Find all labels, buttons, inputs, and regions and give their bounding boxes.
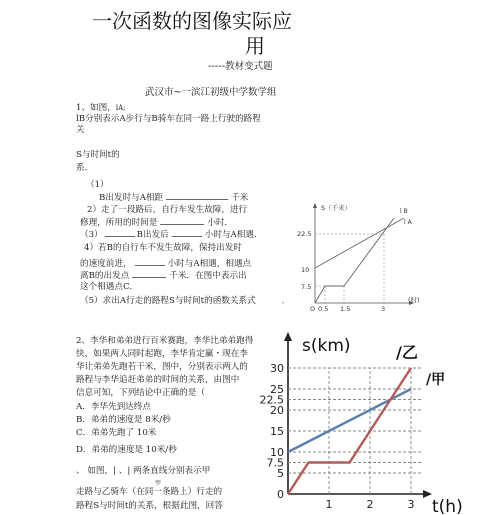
q1-sub1 (99, 191, 248, 204)
q2-option-c: C．弟弟先跑了 10米 (76, 428, 157, 438)
q2-option-b: B．弟弟的速度是 8米/秒 (76, 415, 171, 425)
graph1-ytick-7.5: 7.5 (301, 283, 312, 291)
answer-blank[interactable] (172, 228, 202, 237)
q1-sub4-line4: 这个相遇点C． (80, 282, 139, 292)
graph2-ytick-20: 20 (270, 404, 284, 417)
q1-sub4-mid: 小时与A相遇，相遇点 (167, 259, 252, 269)
answer-blank[interactable] (160, 216, 204, 225)
q3-mark: 甲 (155, 480, 162, 487)
q1-sub2-pre: 修理，所用的时间是 (80, 218, 158, 228)
graph2-xtick-3: 3 (407, 498, 415, 511)
graph2-xtick-1: 1 (325, 498, 333, 511)
title-line2: 用 (245, 34, 265, 58)
q1-line1 (76, 103, 126, 114)
q1-line2: lB分别表示A步行与B骑车在同一路上行驶的路程 (76, 114, 261, 124)
graph2 (258, 328, 500, 515)
graph2-ytick-22.5: 22.5 (259, 393, 284, 407)
q1-sub1-pre: B出发时与A相距 (99, 193, 164, 203)
graph2-ytick-10: 10 (270, 446, 284, 459)
graph2-x-arrow (423, 490, 432, 498)
q1-sub1-post: 千米 (231, 193, 249, 203)
graph2-xlabel: t(h) (432, 497, 463, 515)
graph2-ytick-25: 25 (270, 383, 284, 396)
q1-line4: S与时间t的 (76, 150, 120, 160)
school-name: 武汉市~一滨江初级中学数学组 (145, 87, 277, 98)
graph1-xlabel: (时) (408, 296, 420, 304)
graph1-line-a (315, 218, 404, 268)
q3-line2: 走路与乙骑车（在同一条路上）行走的 (76, 487, 223, 497)
q1-sub4-post2: 千米．在图中表示出 (169, 271, 247, 281)
graph2-ytick-7.5: 7.5 (266, 456, 284, 470)
q1-sub3 (80, 228, 263, 241)
graph1-label-b: l B (400, 208, 408, 215)
graph2-xtick-2: 2 (366, 498, 374, 511)
q1-line5: 系． (76, 163, 94, 173)
graph1-xtick-1.5: 1.5 (340, 305, 351, 312)
q2-option-d: D．弟弟的速度是 10米/秒 (76, 445, 177, 455)
graph2-ylabel: s(km) (302, 336, 351, 356)
q2-option-a: A．李华先到达终点 (76, 402, 151, 412)
q1-sub2-line1: 2）走了一段路后，自行车发生故障，进行 (87, 205, 248, 215)
graph1-xtick-0.5: 0.5 (318, 305, 329, 312)
graph1-origin: O (310, 305, 316, 312)
q1-sub4-line1: 4）若B的自行车不发生故障，保持出发时 (84, 243, 242, 253)
answer-blank[interactable] (105, 228, 135, 237)
graph2-yi-label: /乙 (396, 343, 418, 362)
graph1 (296, 200, 430, 312)
q1-sub4-pre2: 离B的出发点 (80, 271, 130, 281)
subtitle: -----教材变式题 (208, 61, 273, 72)
graph1-ytick-10: 10 (301, 266, 310, 274)
title-line1: 一次函数的图像实际应 (92, 9, 292, 33)
graph2-ytick-15: 15 (270, 425, 284, 438)
q2-line3: 华让弟弟先跑若干米，图中，分别表示两人的 (76, 362, 248, 372)
graph1-ylabel: S（千米） (321, 204, 352, 212)
q1-sub3-post: 小时与A相遇． (204, 230, 263, 240)
graph2-ytick-30: 30 (270, 362, 284, 375)
q3-line1: 、 如图，| 、| 两条直线分别表示甲 (76, 466, 211, 476)
graph1-label-a: l A (404, 219, 412, 226)
graph2-ytick-5: 5 (277, 467, 284, 480)
q2-line2: 快，如果两人同时起跑，李华肯定赢・现在李 (76, 349, 248, 359)
q1-sub4-line3 (80, 269, 247, 282)
graph1-y-arrow (313, 203, 317, 208)
graph2-jia-label: /甲 (426, 372, 446, 388)
graph2-y-arrow (284, 332, 292, 341)
q1-sub1-num: （1） (86, 180, 109, 190)
graph1-xtick-3: 3 (381, 305, 386, 312)
q1-sub2-post: 小时． (207, 218, 234, 228)
graph2-ytick-0: 0 (277, 488, 284, 501)
q2-line1: 2、李华和弟弟进行百米赛跑，李华比弟弟跑得 (76, 336, 254, 346)
q1-sub4-pre: 的速度前进， (80, 259, 132, 269)
q1-sub3-pre: （3） (80, 230, 103, 240)
q1-sub3-mid: B出发后 (136, 230, 169, 240)
q3-line3: 路程S与时间t的关系，根据此图，回答 (76, 501, 223, 511)
q1-sub5: （5）求出A行走的路程S与时间t的函数关系式 (80, 296, 256, 306)
q1-line1-text: 1、如图， (76, 103, 116, 113)
graph1-ytick-22.5: 22.5 (297, 230, 312, 238)
q1-line1-label: lA; (115, 104, 126, 112)
answer-blank[interactable] (135, 257, 165, 266)
answer-blank[interactable] (132, 269, 166, 278)
q2-line4: 路程与李华追赶弟弟的时间的关系，由图中 (76, 375, 240, 385)
answer-blank[interactable] (166, 191, 228, 200)
q1-line3: 关 (76, 125, 85, 135)
stray-dot: 。 (282, 298, 289, 305)
q2-line5: 信息可知，下列结论中正确的是（ (76, 388, 205, 398)
